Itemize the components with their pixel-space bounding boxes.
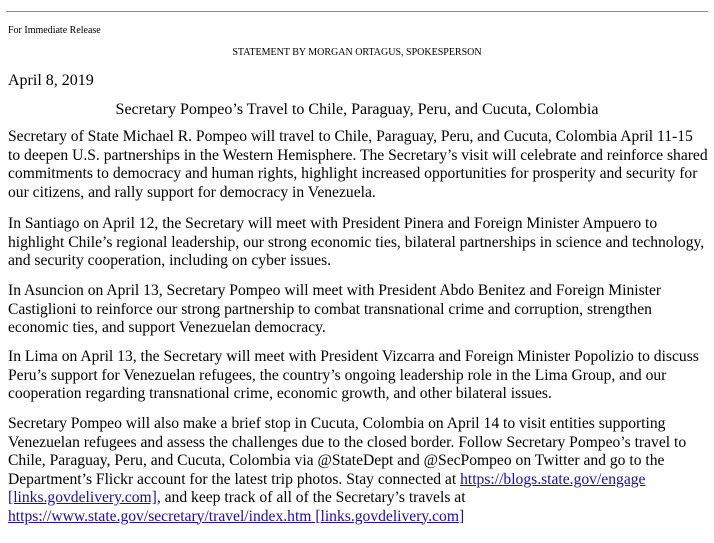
paragraph-asuncion: In Asuncion on April 13, Secretary Pompeo will meet with President Abdo Benitez and Foreign Minister Castiglioni to reinforce our strong partnership to combat transnational crime and corruption, strengthen economic ties, and support Venezuelan democracy. bbox=[8, 282, 662, 336]
paragraph-lima: In Lima on April 13, the Secretary will meet with President Vizcarra and Foreign Minister Popolizio to discuss Peru’s support for Venezuelan refugees, the country’s ongoing leadership role in the Lima Group, and our cooperation regarding transnational crime, economic growth, and other bilateral issues. bbox=[8, 348, 699, 402]
paragraph-intro: Secretary of State Michael R. Pompeo will travel to Chile, Paraguay, Peru, and Cucuta, Colombia April 11-15 to deepen U.S. partnerships in the Western Hemisphere. The Secretary’s visit will celebrate and reinforce shared commitments to democracy and human rights, highlight increased opportunities for prosperity and security for our citizens, and rally support for democracy in Venezuela. bbox=[8, 128, 708, 201]
paragraph-cucuta-mid: , and keep track of all of the Secretary’s travels at bbox=[156, 489, 466, 506]
press-headline: Secretary Pompeo’s Travel to Chile, Paraguay, Peru, and Cucuta, Colombia bbox=[115, 101, 599, 118]
engage-blog-link[interactable]: https://blogs.state.gov/engage [links.govdelivery.com] bbox=[8, 470, 646, 506]
release-label: For Immediate Release bbox=[8, 25, 101, 36]
paragraph-santiago: In Santiago on April 12, the Secretary will meet with President Pinera and Foreign Minister Ampuero to highlight Chile’s regional leadership, our strong economic ties, bilateral partnerships in science and technology, and security cooperation, including on cyber issues. bbox=[8, 215, 705, 269]
paragraph-cucuta-text: Secretary Pompeo will also make a brief stop in Cucuta, Colombia on April 14 to visit entities supporting Venezuelan refugees and assess the challenges due to the closed border. Follow Secretary Pompeo’s travel to Chile, Paraguay, Peru, and Cucuta, Colombia via @StateDept and @SecPompeo on Twitter and go to the Department’s Flickr account for the latest trip photos. Stay connected at bbox=[8, 415, 687, 488]
top-divider bbox=[6, 11, 708, 12]
release-date: April 8, 2019 bbox=[8, 72, 94, 89]
paragraph-cucuta bbox=[8, 415, 708, 526]
statement-byline: STATEMENT BY MORGAN ORTAGUS, SPOKESPERSON bbox=[232, 47, 482, 58]
travel-page-link[interactable]: https://www.state.gov/secretary/travel/index.htm [links.govdelivery.com] bbox=[8, 507, 465, 525]
